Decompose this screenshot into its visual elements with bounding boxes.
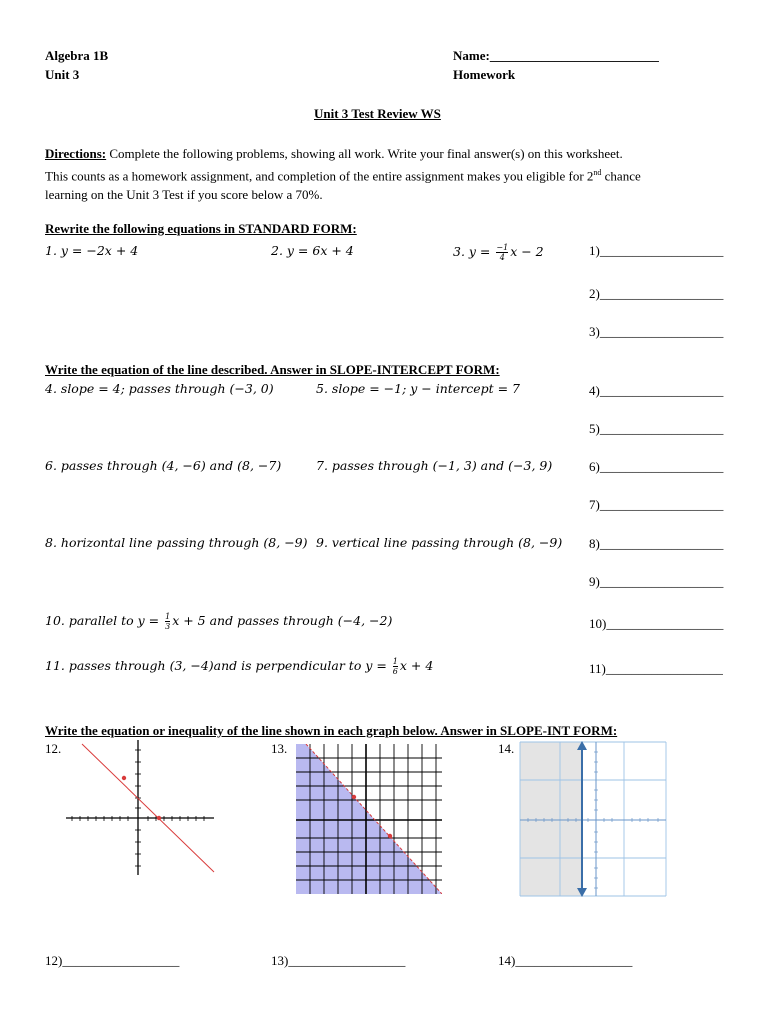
answer-4[interactable]: 4)___________________ bbox=[589, 383, 724, 398]
answer-5[interactable]: 5)___________________ bbox=[589, 421, 724, 436]
graph-13-point bbox=[352, 795, 356, 799]
fraction-11-num: 1 bbox=[392, 657, 398, 666]
answer-2[interactable]: 2)___________________ bbox=[589, 286, 724, 301]
problem-11-a: 11. passes through (3, −4)and is perpendicular to y = bbox=[45, 658, 391, 673]
section1-heading: Rewrite the following equations in STANDARD FORM: bbox=[45, 221, 357, 236]
answer-9[interactable]: 9)___________________ bbox=[589, 574, 724, 589]
problem-9: 9. vertical line passing through (8, −9) bbox=[316, 535, 563, 550]
answer-10[interactable]: 10)__________________ bbox=[589, 616, 724, 631]
problem-4: 4. slope = 4; passes through (−3, 0) bbox=[45, 381, 274, 396]
directions-label: Directions: bbox=[45, 146, 107, 161]
problem-10 bbox=[45, 612, 392, 631]
answer-8[interactable]: 8)___________________ bbox=[589, 536, 724, 551]
assignment-type: Homework bbox=[453, 67, 516, 82]
directions bbox=[45, 144, 735, 204]
fraction-3 bbox=[496, 243, 508, 262]
graph-13-shaded-region bbox=[296, 744, 442, 894]
problem-10-a: 10. parallel to y = bbox=[45, 613, 164, 628]
graph-13-point bbox=[388, 834, 392, 838]
directions-line1: Complete the following problems, showing all work. Write your final answer(s) on this worksheet. bbox=[109, 146, 623, 161]
answer-3[interactable]: 3)___________________ bbox=[589, 324, 724, 339]
problem-5: 5. slope = −1; y − intercept = 7 bbox=[316, 381, 520, 396]
fraction-3-num: −1 bbox=[496, 243, 509, 252]
fraction-11 bbox=[393, 657, 398, 676]
graph-14 bbox=[518, 740, 668, 900]
graph-14-label: 14. bbox=[498, 741, 515, 756]
problem-10-b: x + 5 and passes through (−4, −2) bbox=[172, 613, 393, 628]
graph-13 bbox=[296, 744, 442, 894]
section3-heading: Write the equation or inequality of the line shown in each graph below. Answer in SLOPE-INT FORM: bbox=[45, 723, 618, 738]
graph-12 bbox=[62, 740, 218, 875]
problem-8: 8. horizontal line passing through (8, −9) bbox=[45, 535, 308, 550]
problem-2: 2. y = 6x + 4 bbox=[271, 243, 354, 258]
problem-3-lhs: 3. y = bbox=[453, 244, 495, 259]
answer-14[interactable]: 14)__________________ bbox=[498, 953, 633, 968]
fraction-3-den: 4 bbox=[499, 253, 505, 262]
graph-12-label: 12. bbox=[45, 741, 62, 756]
problem-3 bbox=[453, 243, 544, 262]
problem-6: 6. passes through (4, −6) and (8, −7) bbox=[45, 458, 282, 473]
fraction-10-num: 1 bbox=[165, 612, 171, 621]
answer-7[interactable]: 7)___________________ bbox=[589, 497, 724, 512]
directions-line2-end: chance bbox=[601, 168, 641, 184]
answer-6[interactable]: 6)___________________ bbox=[589, 459, 724, 474]
graph-13-label: 13. bbox=[271, 741, 288, 756]
problem-1: 1. y = −2x + 4 bbox=[45, 243, 139, 258]
fraction-11-den: 6 bbox=[392, 667, 398, 676]
answer-11[interactable]: 11)__________________ bbox=[589, 661, 723, 676]
graph-14-shaded-region bbox=[520, 742, 582, 896]
directions-sup: nd bbox=[593, 168, 602, 177]
section2-heading: Write the equation of the line described. Answer in SLOPE-INTERCEPT FORM: bbox=[45, 362, 500, 377]
answer-1[interactable]: 1)___________________ bbox=[589, 243, 724, 258]
answer-13[interactable]: 13)__________________ bbox=[271, 953, 406, 968]
problem-3-rhs: x − 2 bbox=[510, 244, 544, 259]
graph-12-line bbox=[82, 744, 214, 872]
directions-line2: This counts as a homework assignment, and completion of the entire assignment makes you eligible for 2 bbox=[45, 168, 594, 184]
unit-label: Unit 3 bbox=[45, 67, 80, 82]
problem-11-b: x + 4 bbox=[399, 658, 434, 673]
problem-7: 7. passes through (−1, 3) and (−3, 9) bbox=[316, 458, 553, 473]
graph-12-point bbox=[157, 816, 161, 820]
graph-12-point bbox=[122, 776, 126, 780]
fraction-10-den: 3 bbox=[165, 622, 171, 631]
course-title: Algebra 1B bbox=[45, 48, 109, 63]
directions-line3: learning on the Unit 3 Test if you score below a 70%. bbox=[45, 187, 323, 203]
problem-11 bbox=[45, 657, 433, 676]
page-title: Unit 3 Test Review WS bbox=[314, 106, 441, 121]
answer-12[interactable]: 12)__________________ bbox=[45, 953, 180, 968]
fraction-10 bbox=[165, 612, 170, 631]
name-field[interactable]: Name:__________________________ bbox=[453, 48, 659, 63]
